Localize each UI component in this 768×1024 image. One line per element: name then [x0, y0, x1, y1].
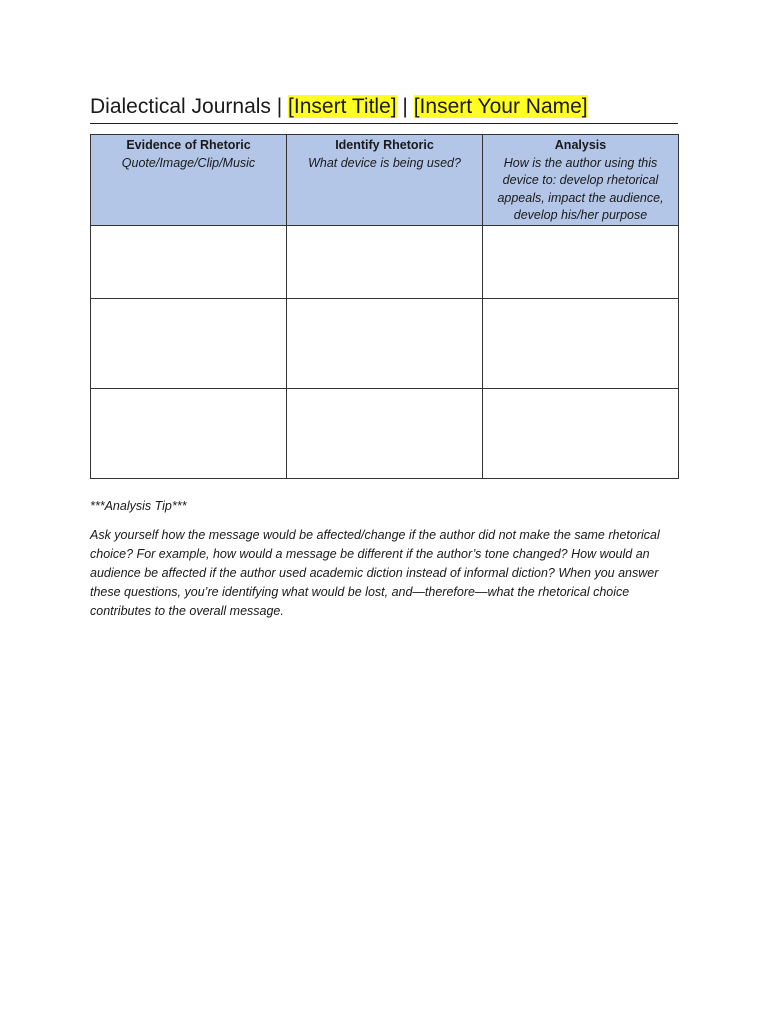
header-evidence-subtitle: Quote/Image/Clip/Music — [121, 155, 256, 170]
header-identify-title: Identify Rhetoric — [335, 138, 434, 152]
name-placeholder: [Insert Your Name] — [413, 95, 588, 118]
header-identify-subtitle: What device is being used? — [308, 155, 461, 170]
analysis-tip-body: Ask yourself how the message would be affected/change if the author did not make the same rhetorical choice? For example, how would a message be different if the author’s tone changed? How would an audience be affected if the author used academic diction instead of informal diction? When you answer these questions, you’re identifying what would be lost, and—therefore—what the rhetorical choice contributes to the overall message. — [90, 528, 660, 618]
table-row — [91, 388, 679, 478]
analysis-cell[interactable] — [483, 388, 679, 478]
table-header-row — [91, 135, 679, 226]
journal-table — [90, 134, 679, 479]
identify-cell[interactable] — [287, 388, 483, 478]
table-row — [91, 298, 679, 388]
title-placeholder: [Insert Title] — [288, 95, 397, 118]
analysis-cell[interactable] — [483, 298, 679, 388]
analysis-cell[interactable] — [483, 225, 679, 298]
title-separator-1: | — [270, 95, 289, 118]
header-evidence — [91, 135, 287, 226]
evidence-cell[interactable] — [91, 298, 287, 388]
header-identify — [287, 135, 483, 226]
identify-cell[interactable] — [287, 225, 483, 298]
identify-cell[interactable] — [287, 298, 483, 388]
table-row — [91, 225, 679, 298]
analysis-tip-heading: ***Analysis Tip*** — [90, 499, 187, 513]
header-analysis — [483, 135, 679, 226]
title-prefix: Dialectical Journals — [90, 95, 271, 118]
title-separator-2: | — [396, 95, 414, 118]
header-evidence-title: Evidence of Rhetoric — [126, 138, 251, 152]
header-analysis-subtitle: How is the author using this device to: develop rhetorical appeals, impact the audience, develop his/her purpose — [497, 155, 664, 222]
document-title — [90, 94, 690, 120]
evidence-cell[interactable] — [91, 225, 287, 298]
title-underline — [90, 123, 678, 124]
evidence-cell[interactable] — [91, 388, 287, 478]
header-analysis-title: Analysis — [554, 138, 607, 152]
